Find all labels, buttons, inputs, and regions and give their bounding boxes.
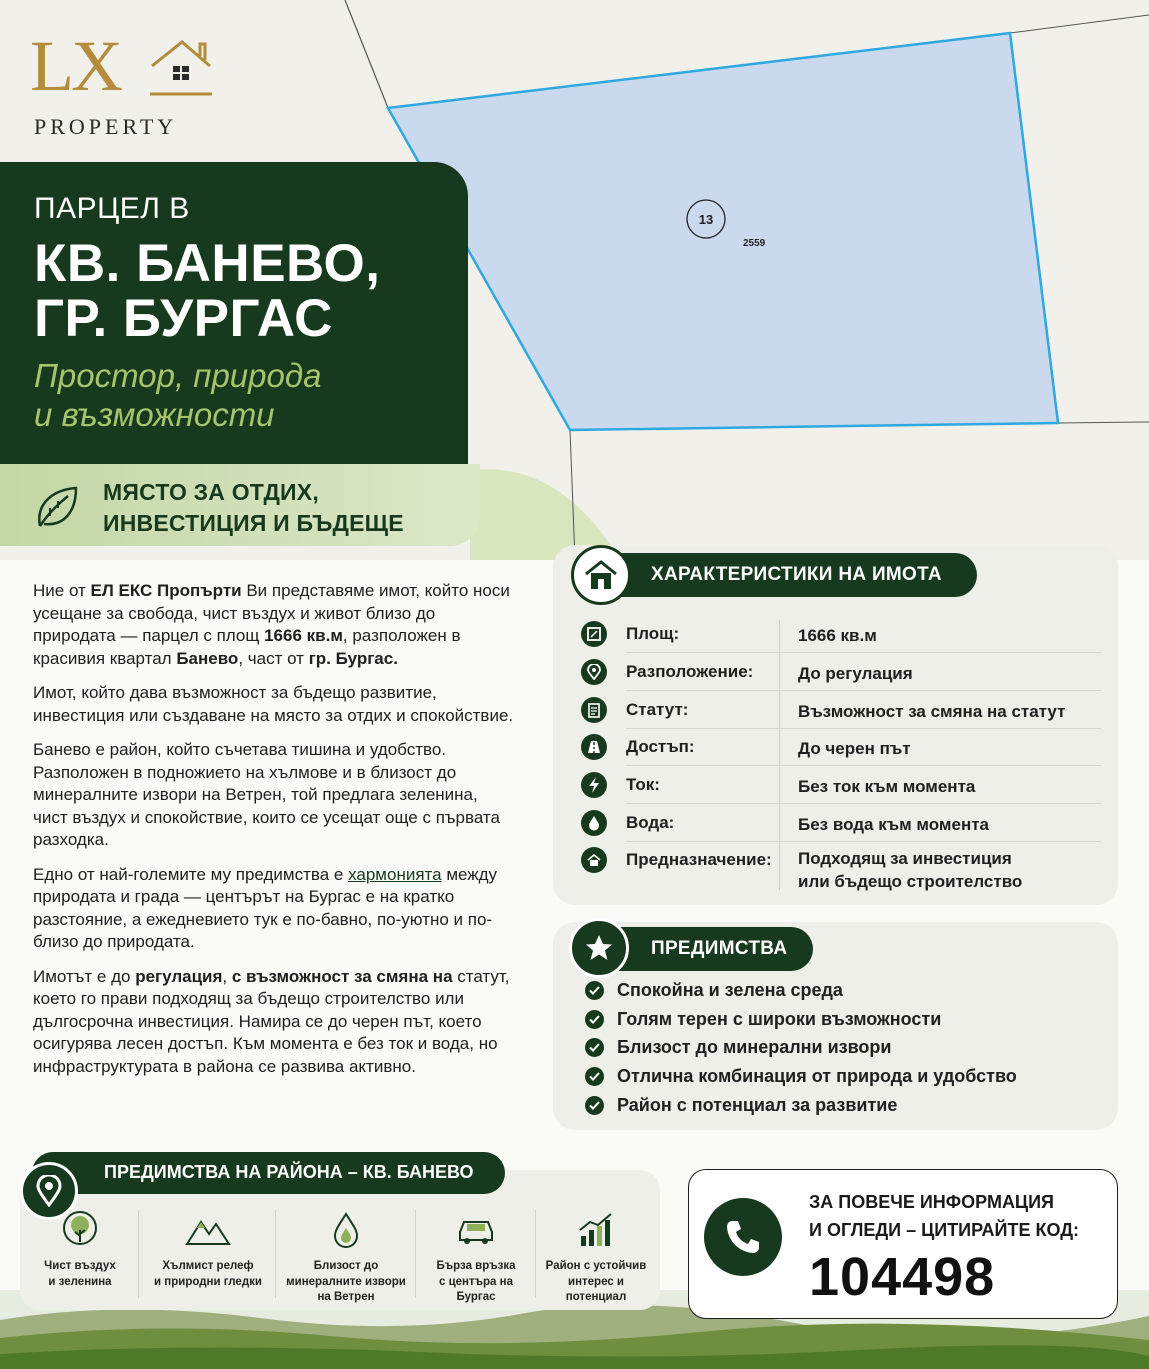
intro-text <box>33 580 517 1090</box>
home-purpose-icon <box>581 847 607 873</box>
intro-paragraph-5: Имотът е до регулация, с възможност за смяна на статут, което го прави подходящ за бъдещо строителство или дългосрочна инвестиция. Намира се до черен път, което осигурява лесен достъп. Към момента е без ток и вода, но инфраструктурата в района се развива активно. <box>33 966 510 1076</box>
check-icon <box>585 1096 604 1115</box>
hero-tagline: Простор, природа и възможности <box>34 357 322 433</box>
phone-icon[interactable] <box>704 1198 782 1276</box>
contact-box[interactable] <box>688 1169 1118 1319</box>
car-icon <box>454 1210 498 1250</box>
district-benefit: Бърза връзка с центъра на Бургас <box>416 1210 536 1306</box>
characteristics-panel <box>553 545 1118 905</box>
characteristic-row: Достъп: До черен път <box>581 730 1101 764</box>
characteristic-row: Вода: Без вода към момента <box>581 806 1101 840</box>
logo-house-icon <box>150 38 212 98</box>
intro-paragraph-3: Банево е район, който съчетава тишина и удобство. Разположен в подножието на хълмове и в близост до минералните извори на Ветрен, той предлага зеленина, чист въздух и спокойствие, които се усещат още с първата разходка. <box>33 740 500 849</box>
characteristic-row: Площ: 1666 кв.м <box>581 617 1101 651</box>
contact-text: ЗА ПОВЕЧЕ ИНФОРМАЦИЯ И ОГЛЕДИ – ЦИТИРАЙТЕ КОД: <box>809 1192 1080 1240</box>
check-icon <box>585 1038 604 1057</box>
location-pin-icon <box>581 659 607 685</box>
district-benefit: Близост до минералните извори на Ветрен <box>286 1210 406 1306</box>
intro-paragraph-1: Ние от ЕЛ ЕКС Пропърти Ви представяме имот, който носи усещане за свобода, чист въздух и живот близо до природата — парцел с площ 1666 кв.м, разположен в красивия квартал Банево, част от гр. Бургас. <box>33 581 510 668</box>
characteristic-row: Статут: Възможност за смяна на статут <box>581 693 1101 727</box>
hero-title: КВ. БАНЕВО, ГР. БУРГАС <box>34 234 381 348</box>
district-benefit: Хълмист релеф и природни гледки <box>148 1210 268 1290</box>
logo-word: PROPERTY <box>34 114 178 139</box>
characteristic-row: Предназначение: Подходящ за инвестиция или бъдещо строителство <box>581 843 1101 893</box>
hero-pretitle: ПАРЦЕЛ В <box>34 192 190 225</box>
district-title: ПРЕДИМСТВА НА РАЙОНА – КВ. БАНЕВО <box>32 1152 505 1194</box>
check-icon <box>585 981 604 1000</box>
intro-paragraph-4: Едно от най-големите му предимства е хармонията между природата и града — центърът на Бургас е на кратко разстояние, а ежедневието тук е по-бавно, по-уютно и по-близо до природата. <box>33 864 498 951</box>
characteristic-row: Разположение: До регулация <box>581 655 1101 689</box>
parcel-id: 2559 <box>743 238 766 249</box>
house-icon <box>571 545 631 605</box>
district-benefit: Район с устойчив интерес и потенциал <box>536 1210 656 1306</box>
listing-code: 104498 <box>809 1247 996 1307</box>
lightning-icon <box>581 772 607 798</box>
characteristics-title: ХАРАКТЕРИСТИКИ НА ИМОТА <box>583 553 977 597</box>
ribbon-banner <box>0 464 480 546</box>
district-panel <box>20 1162 660 1310</box>
advantages-panel: ПРЕДИМСТВА Спокойна и зелена среда Голям терен с широки възможности Близост до минерални извори Отлична комбинация от природа и удобство Район с потенциал за развитие <box>553 922 1118 1130</box>
tree-icon <box>60 1210 100 1250</box>
characteristic-row: Ток: Без ток към момента <box>581 768 1101 802</box>
intro-paragraph-2: Имот, който дава възможност за бъдещо развитие, инвестиция или създаване на място за отдих и спокойствие. <box>33 683 514 725</box>
water-drop-icon <box>326 1210 366 1250</box>
area-icon <box>581 621 607 647</box>
leaf-icon <box>30 482 82 534</box>
hero-panel <box>0 162 468 464</box>
water-drop-icon <box>581 810 607 836</box>
check-icon <box>585 1010 604 1029</box>
check-icon <box>585 1067 604 1086</box>
logo-mark: LX <box>30 26 120 106</box>
brand-logo[interactable] <box>30 26 220 141</box>
star-icon <box>569 918 629 978</box>
mountains-icon <box>185 1210 231 1250</box>
district-benefit: Чист въздух и зеленина <box>20 1210 140 1290</box>
ribbon-text: МЯСТО ЗА ОТДИХ, ИНВЕСТИЦИЯ И БЪДЕЩЕ <box>103 479 404 536</box>
road-icon <box>581 734 607 760</box>
lot-number: 13 <box>698 212 714 227</box>
document-icon <box>581 697 607 723</box>
growth-chart-icon <box>576 1210 616 1250</box>
advantages-title: ПРЕДИМСТВА <box>583 927 813 971</box>
